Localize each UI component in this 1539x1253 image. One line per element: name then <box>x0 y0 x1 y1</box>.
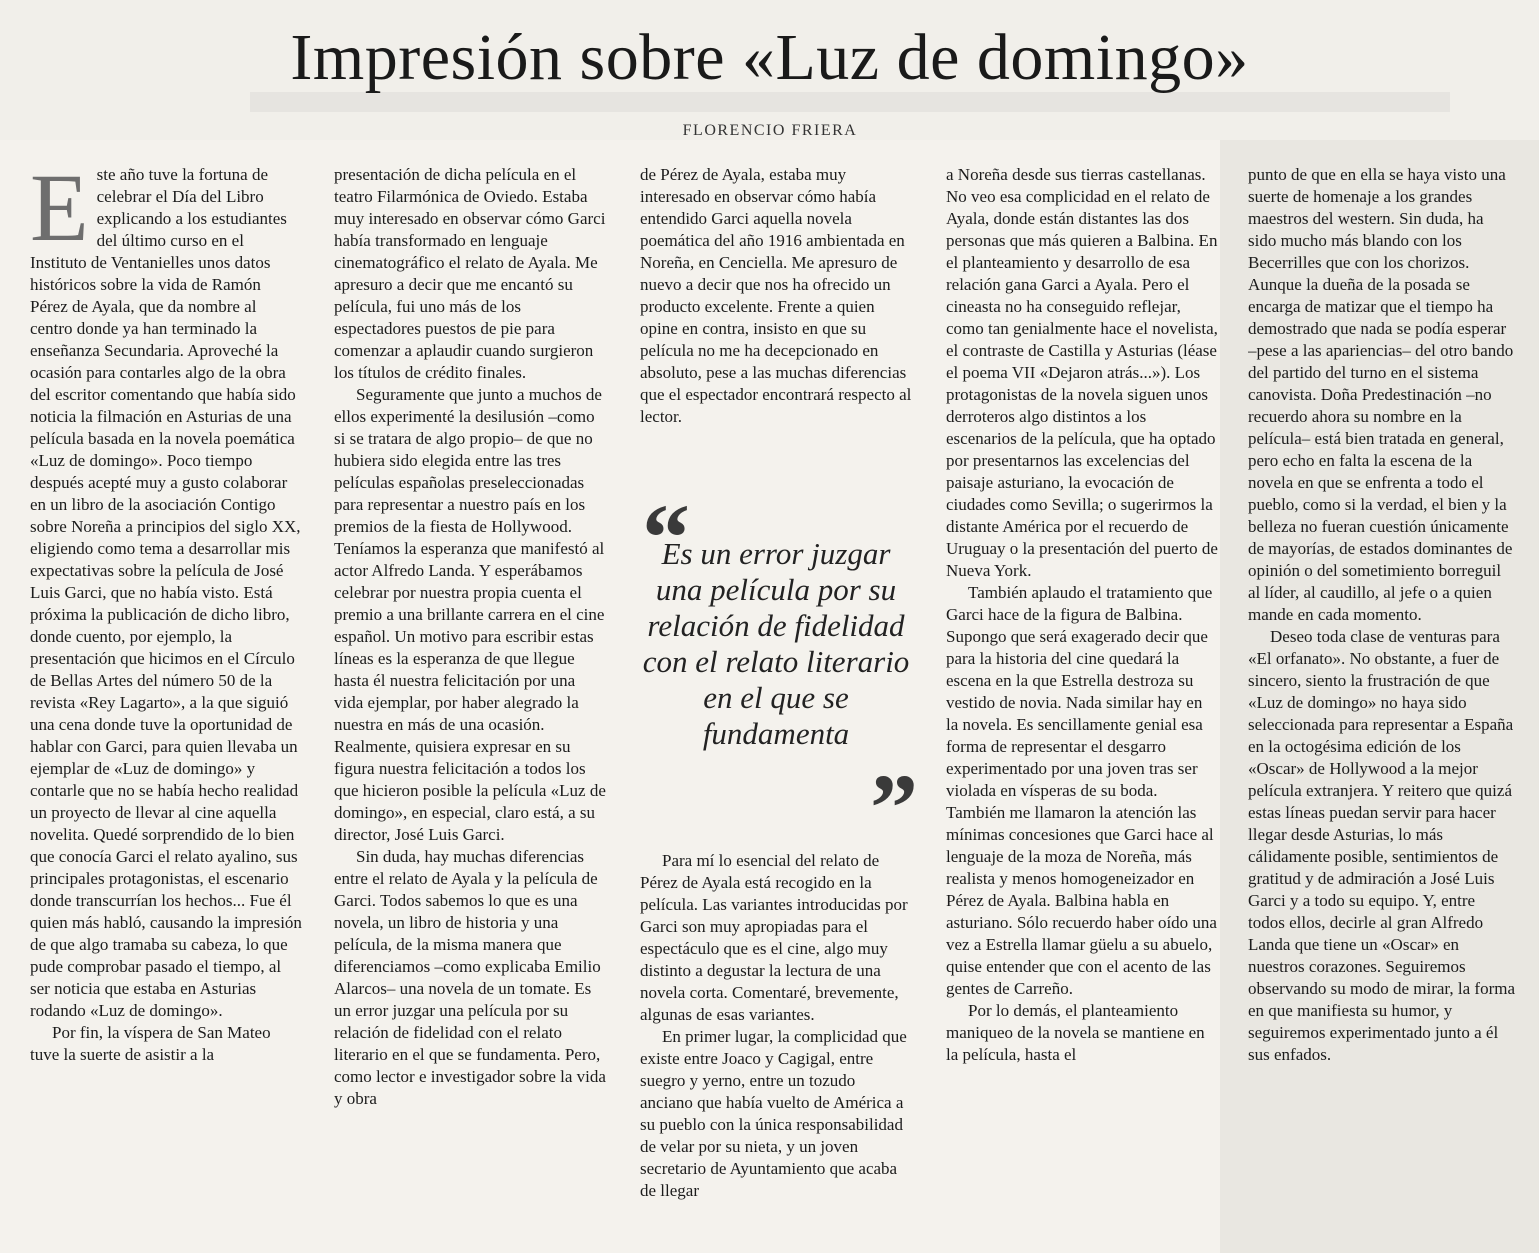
article-column-3-top <box>640 164 912 454</box>
column-2-paragraph-1: presentación de dicha película en el teatro Filarmónica de Oviedo. Estaba muy interesado en observar cómo Garci había transformado en lenguaje cinematográfico el relato de Ayala. Me apresuro a decir que me encantó su película, fui uno más de los espectadores puestos de pie para comenzar a aplaudir cuando surgieron los títulos de crédito finales. <box>334 165 606 382</box>
article-column-3-bottom <box>640 850 912 1230</box>
column-4-paragraph-3: Por lo demás, el planteamiento maniqueo de la novela se mantiene en la película, hasta el <box>946 1001 1205 1064</box>
column-4-paragraph-1: a Noreña desde sus tierras castellanas. No veo esa complicidad en el relato de Ayala, donde están distantes las dos personas que más quieren a Balbina. En el planteamiento y desarrollo de esa relación gana Garci a Ayala. Pero el cineasta no ha conseguido reflejar, como tan genialmente hace el novelista, el contraste de Castilla y Asturias (léase el poema VII «Dejaron atrás...»). Los protagonistas de la novela siguen unos derroteros algo distintos a los escenarios de la película, que ha optado por presentarnos las excelencias del paisaje asturiano, la evocación de ciudades como Sevilla; o sugerirmos la distante América por el recuerdo de Uruguay o la presentación del puerto de Nueva York. <box>946 165 1218 580</box>
column-3-paragraph-3: En primer lugar, la complicidad que existe entre Joaco y Cagigal, entre suegro y yerno, entre un tozudo anciano que había vuelto de América a su pueblo con la única responsabilidad de velar por su nieta, y un joven secretario de Ayuntamiento que acaba de llegar <box>640 1027 907 1200</box>
column-1-paragraph-2: Por fin, la víspera de San Mateo tuve la suerte de asistir a la <box>30 1023 271 1064</box>
column-1-paragraph-1 <box>30 164 302 1022</box>
open-quote-icon: “ <box>642 484 690 591</box>
drop-cap: E <box>30 164 89 261</box>
column-3-paragraph-2: Para mí lo esencial del relato de Pérez de Ayala está recogido en la película. Las variantes introducidas por Garci son muy apropiadas para el espectáculo que es el cine, algo muy distinto a degustar la lectura de una novela corta. Comentaré, brevemente, algunas de esas variantes. <box>640 851 908 1024</box>
column-3-paragraph-1: de Pérez de Ayala, estaba muy interesado en observar cómo había entendido Garci aquella novela poemática del año 1916 ambientada en Noreña, en Cenciella. Me apresuro de nuevo a decir que nos ha ofrecido un producto excelente. Frente a quien opine en contra, insisto en que su película no me ha decepcionado en absoluto, pese a las muchas diferencias que el espectador encontrará respecto al lector. <box>640 165 912 426</box>
article-title: Impresión sobre «Luz de domingo» <box>290 21 1249 94</box>
close-quote-icon: ” <box>870 754 918 861</box>
column-5-paragraph-1: punto de que en ella se haya visto una suerte de homenaje a los grandes maestros del western. Sin duda, ha sido mucho más blando con los Becerrilles que con los chorizos. Aunque la dueña de la posada se encarga de matizar que el tiempo ha demostrado que nada se podía esperar –pese a las apariencias– del otro bando del partido del turno en el sistema canovista. Doña Predestinación –no recuerdo ahora su nombre en la película– está bien tratada en general, pero echo en falta la escena de la novela en que se enfrenta a todo el pueblo, como si la verdad, el bien y la belleza no fueran cuestión únicamente de mayorías, de estados dominantes de opinión o del sometimiento borreguil al líder, al caudillo, al jefe o a quien mande en cada momento. <box>1248 165 1514 624</box>
article-column-1 <box>30 164 302 1234</box>
column-2-paragraph-2: Seguramente que junto a muchos de ellos experimenté la desilusión –como si se tratara de algo propio– de que no hubiera sido elegida entre las tres películas españolas preseleccionadas para representar a nuestro país en los premios de la fiesta de Hollywood. Teníamos la esperanza que manifestó al actor Alfredo Landa. Y esperábamos celebrar por nuestra propia cuenta el premio a una brillante carrera en el cine español. Un motivo para escribir estas líneas es la esperanza de que llegue hasta él nuestra felicitación por una vida ejemplar, por haber alegrado la nuestra en más de una ocasión. Realmente, quisiera expresar en su figura nuestra felicitación a todos los que hicieron posible la película «Luz de domingo», en especial, claro está, a su director, José Luis Garci. <box>334 385 606 844</box>
column-4-paragraph-2: También aplaudo el tratamiento que Garci hace de la figura de Balbina. Supongo que será exagerado decir que para la historia del cine quedará la escena en la que Estrella destroza su vestido de novia. Nada similar hay en la novela. Es sencillamente genial esa forma de representar el desgarro experimentado por una joven tras ser violada en vísperas de su boda. También me llamaron la atención las mínimas concesiones que Garci hace al lenguaje de la moza de Noreña, más realista y menos homogeneizador en Pérez de Ayala. Balbina habla en asturiano. Sólo recuerdo haber oído una vez a Estrella llamar güelu a su abuelo, quise entender que con el acento de las gentes de Carreño. <box>946 583 1217 998</box>
pull-quote-text: Es un error juzgar una película por su relación de fidelidad con el relato literario en el que se fundamenta <box>642 536 910 751</box>
pull-quote <box>640 484 918 861</box>
column-2-paragraph-3: Sin duda, hay muchas diferencias entre el relato de Ayala y la película de Garci. Todos sabemos lo que es una novela, un libro de historia y una película, de la misma manera que diferenciamos –como explicaba Emilio Alarcos– una novela de un tomate. Es un error juzgar una película por su relación de fidelidad con el relato literario en el que se fundamenta. Pero, como lector e investigador sobre la vida y obra <box>334 847 606 1108</box>
article-byline: FLORENCIO FRIERA <box>682 122 858 139</box>
article-column-4 <box>946 164 1218 1234</box>
article-column-2 <box>334 164 606 1234</box>
column-5-paragraph-2: Deseo toda clase de venturas para «El orfanato». No obstante, a fuer de sincero, siento la frustración de que «Luz de domingo» no haya sido seleccionada para representar a España en la octogésima edición de los «Oscar» de Hollywood a la mejor película extranjera. Y reitero que quizá estas líneas puedan servir para hacer llegar desde Asturias, lo más cálidamente posible, sentimientos de gratitud y de admiración a José Luis Garci y a todo su equipo. Y, entre todos ellos, decirle al gran Alfredo Landa que tiene un «Oscar» en nuestros corazones. Seguiremos observando su modo de mirar, la forma en que manifiesta su humor, y seguiremos experimentado junto a él sus enfados. <box>1248 627 1515 1064</box>
column-1-paragraph-1-text: ste año tuve la fortuna de celebrar el Día del Libro explicando a los estudiantes del último curso en el Instituto de Ventanielles unos datos históricos sobre la vida de Ramón Pérez de Ayala, que da nombre al centro donde ya han terminado la enseñanza Secundaria. Aproveché la ocasión para contarles algo de la obra del escritor comentando que había sido noticia la filmación en Asturias de una película basada en la novela poemática «Luz de domingo». Poco tiempo después acepté muy a gusto colaborar en un libro de la asociación Contigo sobre Noreña a principios del siglo XX, eligiendo como tema a desarrollar mis expectativas sobre la película de José Luis Garci, que no había visto. Está próxima la publicación de dicho libro, donde cuento, por ejemplo, la presentación que hicimos en el Círculo de Bellas Artes del número 50 de la revista «Rey Lagarto», a la que siguió una cena donde tuve la oportunidad de hablar con Garci, para quien llevaba un ejemplar de «Luz de domingo» y contarle que no se había hecho realidad un proyecto de llevar al cine aquella novelita. Quedé sorprendido de lo bien que conocía Garci el relato ayalino, sus principales protagonistas, el escenario donde transcurrían los hechos... Fue él quien más habló, causando la impresión de que algo tramaba su cabeza, lo que pude comprobar pasado el tiempo, al ser noticia que estaba en Asturias rodando «Luz de domingo». <box>30 165 302 1020</box>
article-column-5 <box>1248 164 1516 1234</box>
